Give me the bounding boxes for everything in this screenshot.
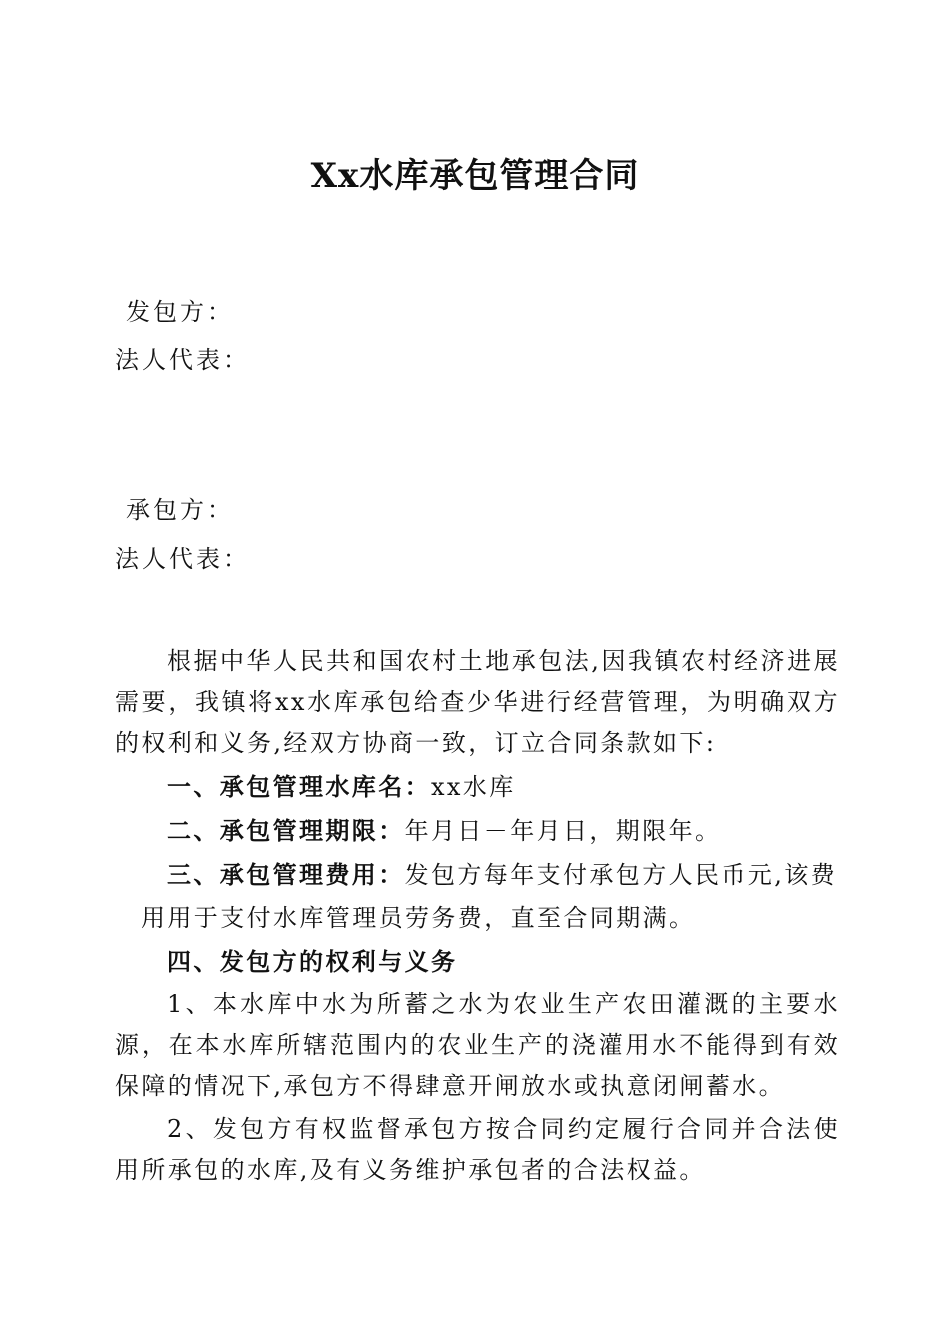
- clause-1-heading: 一、承包管理水库名：: [167, 772, 431, 801]
- clause-3-continued: [115, 898, 840, 939]
- clause-4-item-2: 2、发包方有权监督承包方按合同约定履行合同并合法使用所承包的水库,及有义务维护承包者的合法权益。: [115, 1115, 840, 1184]
- party-a-representative-label: 法人代表：: [115, 346, 250, 374]
- document-title: Xx水库承包管理合同: [310, 156, 640, 196]
- clause-2-heading: 二、承包管理期限：: [167, 816, 405, 845]
- clause-2-text: 年月日－年月日，期限年。: [404, 817, 722, 845]
- party-b-representative-label: 法人代表：: [115, 545, 250, 573]
- clause-3-text-line1: 发包方每年支付承包方人民币元,该费: [404, 861, 838, 889]
- intro-paragraph: 根据中华人民共和国农村土地承包法,因我镇农村经济进展需要，我镇将xx水库承包给查少华进行经营管理，为明确双方的权利和义务,经双方协商一致，订立合同条款如下:: [115, 647, 840, 757]
- contract-body: [115, 641, 840, 1193]
- party-b-label: 承包方：: [126, 496, 234, 524]
- clause-3: [115, 854, 840, 896]
- clause-1-text: xx水库: [431, 773, 516, 801]
- clause-4-item-1: 1、本水库中水为所蓄之水为农业生产农田灌溉的主要水源，在本水库所辖范围内的农业生产的浇灌用水不能得到有效保障的情况下,承包方不得肆意开闸放水或执意闭闸蓄水。: [115, 990, 840, 1100]
- party-a-label: 发包方：: [126, 298, 234, 326]
- clause-3-heading: 三、承包管理费用：: [167, 860, 405, 889]
- clause-2: [115, 810, 840, 852]
- clause-3-text-line2: 用用于支付水库管理员劳务费，直至合同期满。: [141, 904, 696, 932]
- clause-4-heading: 四、发包方的权利与义务: [167, 947, 458, 976]
- clause-1: [115, 766, 840, 808]
